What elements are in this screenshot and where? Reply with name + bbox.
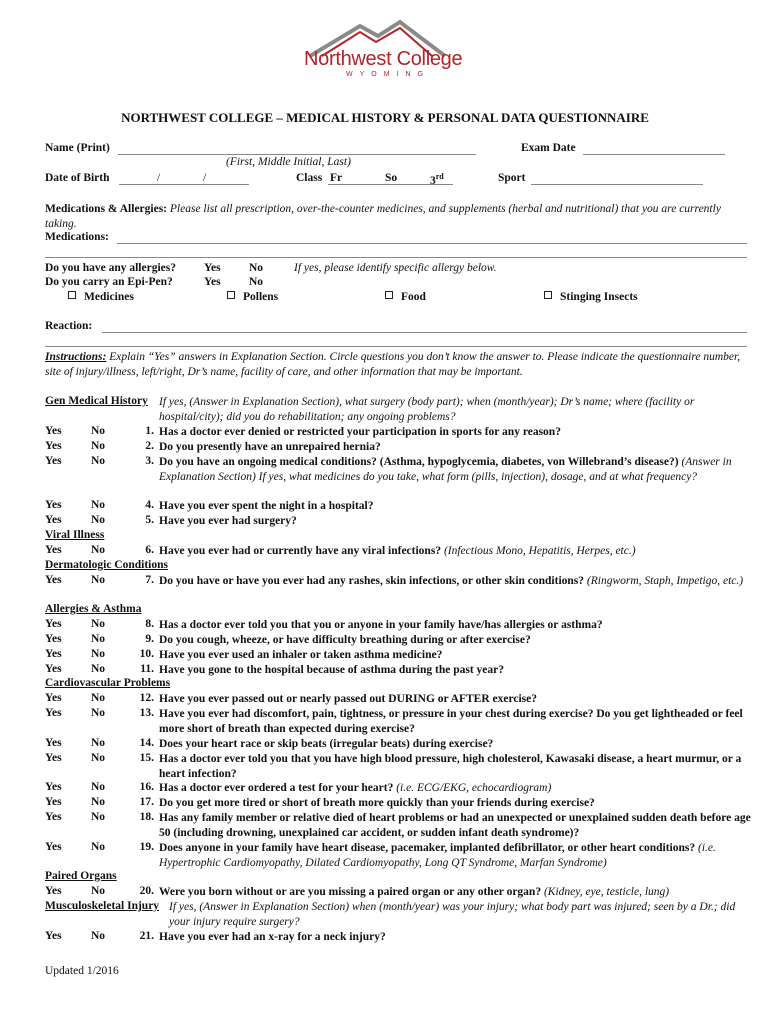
answer-no[interactable]: No — [91, 781, 106, 793]
answer-no[interactable]: No — [91, 663, 106, 675]
answer-no[interactable]: No — [91, 707, 106, 719]
question-text — [159, 440, 751, 455]
answer-no[interactable]: No — [91, 455, 106, 467]
answer-no[interactable]: No — [91, 752, 106, 764]
medications-label: Medications: — [45, 231, 109, 243]
answer-yes[interactable]: Yes — [45, 707, 62, 719]
question-text — [159, 796, 751, 811]
question-bold-text: Has a doctor ever ordered a test for your heart? — [159, 782, 394, 794]
instructions-block — [45, 350, 750, 380]
section-gen-medical-history: Gen Medical History — [45, 395, 148, 407]
question-number: 7. — [145, 574, 154, 586]
question-italic-note: (Infectious Mono, Hepatitis, Herpes, etc.) — [443, 545, 636, 557]
question-italic-note: (Answer in Explanation Section) If yes, what medicines do you take, what form (pills, injection), dosage, and at what frequency? — [159, 456, 732, 483]
epipen-question: Do you carry an Epi-Pen? — [45, 276, 173, 288]
epipen-no[interactable]: No — [249, 276, 264, 288]
answer-no[interactable]: No — [91, 544, 106, 556]
question-bold-text: Has any family member or relative died of heart problems or had an unexpected or unexplained sudden death before age 50 (including drowning, unexplained car accident, or sudden infant death syndrome)? — [159, 812, 751, 839]
sport-input[interactable] — [531, 184, 703, 185]
dob-input[interactable] — [119, 184, 249, 185]
instructions-label: Instructions: — [45, 351, 107, 363]
question-text — [159, 811, 751, 841]
question-number: 3. — [145, 455, 154, 467]
sport-label: Sport — [498, 172, 526, 184]
msk-note: If yes, (Answer in Explanation Section) when (month/year) was your injury; what body part was injured; seen by a Dr.; did your injury require surgery? — [169, 901, 736, 928]
question-number: 4. — [145, 499, 154, 511]
answer-no[interactable]: No — [91, 648, 106, 660]
answer-yes[interactable]: Yes — [45, 633, 62, 645]
answer-yes[interactable]: Yes — [45, 425, 62, 437]
checkbox-icon — [227, 291, 235, 299]
instructions-text: Explain “Yes” answers in Explanation Section. Circle questions you don’t know the answer to. Please indicate the questionnaire number, site of injury/illness, left/right, Dr’s name, facility of care, and other information that may be important. — [45, 351, 741, 378]
question-number: 10. — [139, 648, 154, 660]
allergy-question: Do you have any allergies? — [45, 262, 176, 274]
medications-instructions-text: Please list all prescription, over-the-counter medicines, and supplements (herbal and nutritional) that you are currently taking. — [45, 203, 721, 230]
question-text — [159, 425, 751, 440]
question-bold-text: Has a doctor ever told you that you or anyone in your family have/has allergies or asthma? — [159, 619, 603, 631]
question-text — [159, 455, 751, 485]
answer-yes[interactable]: Yes — [45, 499, 62, 511]
question-text — [159, 618, 751, 633]
reaction-input-line2[interactable] — [45, 346, 747, 347]
answer-yes[interactable]: Yes — [45, 737, 62, 749]
checkbox-icon — [385, 291, 393, 299]
question-number: 9. — [145, 633, 154, 645]
question-text — [159, 781, 751, 796]
answer-yes[interactable]: Yes — [45, 930, 62, 942]
answer-yes[interactable]: Yes — [45, 544, 62, 556]
question-text — [159, 841, 751, 871]
dob-separator: / — [203, 172, 207, 184]
answer-yes[interactable]: Yes — [45, 692, 62, 704]
question-bold-text: Do you cough, wheeze, or have difficulty breathing during or after exercise? — [159, 634, 531, 646]
question-bold-text: Do you have or have you ever had any rashes, skin infections, or other skin conditions? — [159, 575, 585, 587]
answer-yes[interactable]: Yes — [45, 440, 62, 452]
page-title: NORTHWEST COLLEGE – MEDICAL HISTORY & PERSONAL DATA QUESTIONNAIRE — [121, 110, 649, 125]
class-label: Class — [296, 172, 323, 184]
question-bold-text: Were you born without or are you missing a paired organ or any other organ? — [159, 886, 542, 898]
question-bold-text: Have you ever used an inhaler or taken asthma medicine? — [159, 649, 443, 661]
question-text — [159, 885, 751, 900]
medications-input[interactable] — [117, 243, 747, 244]
answer-no[interactable]: No — [91, 692, 106, 704]
answer-yes[interactable]: Yes — [45, 781, 62, 793]
checkbox-medicines[interactable] — [68, 291, 134, 303]
class-option-3rd-sup: rd — [435, 172, 444, 181]
question-number: 17. — [139, 796, 154, 808]
college-subtitle: WYOMING — [346, 71, 430, 78]
section-derm: Dermatologic Conditions — [45, 559, 168, 571]
question-italic-note: (Kidney, eye, testicle, lung) — [543, 886, 670, 898]
question-bold-text: Have you ever had an x-ray for a neck injury? — [159, 931, 386, 943]
exam-date-label: Exam Date — [521, 142, 576, 154]
question-bold-text: Do you get more tired or short of breath more quickly than your friends during exercise? — [159, 797, 595, 809]
question-number: 6. — [145, 544, 154, 556]
answer-no[interactable]: No — [91, 930, 106, 942]
class-option-fr[interactable]: Fr — [330, 172, 343, 184]
question-text — [159, 737, 751, 752]
question-italic-note: (i.e. ECG/EKG, echocardiogram) — [396, 782, 552, 794]
answer-no[interactable]: No — [91, 618, 106, 630]
allergy-hint: If yes, please identify specific allergy below. — [294, 262, 497, 274]
question-number: 21. — [139, 930, 154, 942]
allergy-yes[interactable]: Yes — [204, 262, 221, 274]
answer-no[interactable]: No — [91, 811, 106, 823]
question-text — [159, 648, 751, 663]
question-italic-note: (i.e. Hypertrophic Cardiomyopathy, Dilated Cardiomyopathy, Long QT Syndrome, Marfan Syndrome) — [159, 842, 716, 869]
section-viral: Viral Illness — [45, 529, 105, 541]
question-text — [159, 752, 751, 782]
medications-instructions — [45, 202, 750, 232]
answer-yes[interactable]: Yes — [45, 841, 62, 853]
answer-no[interactable]: No — [91, 885, 106, 897]
college-name: Northwest College — [304, 48, 463, 70]
question-number: 14. — [139, 737, 154, 749]
answer-no[interactable]: No — [91, 440, 106, 452]
answer-yes[interactable]: Yes — [45, 574, 62, 586]
answer-no[interactable]: No — [91, 841, 106, 853]
question-bold-text: Has a doctor ever denied or restricted your participation in sports for any reason? — [159, 426, 561, 438]
dob-separator: / — [157, 172, 161, 184]
epipen-yes[interactable]: Yes — [204, 276, 221, 288]
question-number: 12. — [139, 692, 154, 704]
question-text — [159, 633, 751, 648]
answer-no[interactable]: No — [91, 425, 106, 437]
question-bold-text: Have you ever had surgery? — [159, 515, 297, 527]
question-text — [159, 692, 751, 707]
footer-updated: Updated 1/2016 — [45, 965, 119, 977]
question-text — [159, 930, 751, 945]
section-paired: Paired Organs — [45, 870, 117, 882]
question-bold-text: Have you ever had or currently have any viral infections? — [159, 545, 442, 557]
section-allergy: Allergies & Asthma — [45, 603, 142, 615]
name-label: Name (Print) — [45, 142, 110, 154]
answer-yes[interactable]: Yes — [45, 663, 62, 675]
question-number: 13. — [139, 707, 154, 719]
question-italic-note: (Ringworm, Staph, Impetigo, etc.) — [586, 575, 744, 587]
checkbox-pollens[interactable] — [227, 291, 278, 303]
answer-no[interactable]: No — [91, 737, 106, 749]
class-option-3rd-text: 3 — [430, 174, 436, 187]
question-number: 18. — [139, 811, 154, 823]
section-msk: Musculoskeletal Injury — [45, 900, 160, 912]
reaction-label: Reaction: — [45, 320, 93, 332]
checkbox-medicines-label: Medicines — [84, 291, 134, 303]
question-number: 16. — [139, 781, 154, 793]
class-option-3rd[interactable] — [430, 172, 444, 187]
dob-label: Date of Birth — [45, 172, 110, 184]
question-text — [159, 707, 751, 737]
question-number: 11. — [140, 663, 154, 675]
question-number: 20. — [139, 885, 154, 897]
answer-yes[interactable]: Yes — [45, 648, 62, 660]
question-bold-text: Have you ever had discomfort, pain, tightness, or pressure in your chest during exercise? Do you get lightheaded or feel more short of breath than expected during exercise? — [159, 708, 743, 735]
checkbox-insects[interactable] — [544, 291, 638, 303]
checkbox-icon — [544, 291, 552, 299]
exam-date-input[interactable] — [583, 154, 725, 155]
section-cardio: Cardiovascular Problems — [45, 677, 171, 689]
answer-no[interactable]: No — [91, 499, 106, 511]
question-bold-text: Have you gone to the hospital because of asthma during the past year? — [159, 664, 505, 676]
question-bold-text: Does your heart race or skip beats (irregular beats) during exercise? — [159, 738, 494, 750]
question-number: 19. — [139, 841, 154, 853]
answer-no[interactable]: No — [91, 514, 106, 526]
answer-yes[interactable]: Yes — [45, 752, 62, 764]
class-option-so[interactable]: So — [385, 172, 398, 184]
question-bold-text: Do you have an ongoing medical conditions? (Asthma, hypoglycemia, diabetes, von Willebrand’s disease?) — [159, 456, 679, 468]
checkbox-food-label: Food — [401, 291, 426, 303]
answer-yes[interactable]: Yes — [45, 885, 62, 897]
answer-no[interactable]: No — [91, 796, 106, 808]
question-number: 1. — [145, 425, 154, 437]
answer-yes[interactable]: Yes — [45, 796, 62, 808]
checkbox-food[interactable] — [385, 291, 426, 303]
reaction-input[interactable] — [102, 332, 747, 333]
question-number: 5. — [145, 514, 154, 526]
question-bold-text: Have you ever spent the night in a hospital? — [159, 500, 374, 512]
question-text — [159, 663, 751, 678]
checkbox-icon — [68, 291, 76, 299]
question-text — [159, 574, 751, 589]
question-text — [159, 514, 751, 529]
gen-history-note-text: If yes, (Answer in Explanation Section), what surgery (body part); when (month/year); Dr’s name; where (facility or hospital/city); did you do rehabilitation; any ongoing problems? — [159, 396, 695, 423]
name-input[interactable] — [118, 154, 476, 155]
medications-allergies-label: Medications & Allergies: — [45, 203, 168, 215]
question-number: 15. — [139, 752, 154, 764]
allergy-no[interactable]: No — [249, 262, 264, 274]
answer-yes[interactable]: Yes — [45, 455, 62, 467]
question-bold-text: Has a doctor ever told you that you have high blood pressure, high cholesterol, Kawasaki disease, a heart murmur, or a heart infection? — [159, 753, 742, 780]
question-bold-text: Do you presently have an unrepaired hernia? — [159, 441, 381, 453]
question-bold-text: Have you ever passed out or nearly passed out DURING or AFTER exercise? — [159, 693, 538, 705]
gen-history-note — [159, 395, 751, 425]
question-text — [159, 544, 751, 559]
answer-no[interactable]: No — [91, 633, 106, 645]
answer-no[interactable]: No — [91, 574, 106, 586]
checkbox-insects-label: Stinging Insects — [560, 291, 638, 303]
question-text — [159, 499, 751, 514]
answer-yes[interactable]: Yes — [45, 811, 62, 823]
name-hint: (First, Middle Initial, Last) — [226, 156, 351, 168]
answer-yes[interactable]: Yes — [45, 514, 62, 526]
question-number: 2. — [145, 440, 154, 452]
checkbox-pollens-label: Pollens — [243, 291, 279, 303]
question-bold-text: Does anyone in your family have heart disease, pacemaker, implanted defibrillator, or other heart conditions? — [159, 842, 696, 854]
answer-yes[interactable]: Yes — [45, 618, 62, 630]
medications-input-line2[interactable] — [45, 257, 747, 258]
question-number: 8. — [145, 618, 154, 630]
